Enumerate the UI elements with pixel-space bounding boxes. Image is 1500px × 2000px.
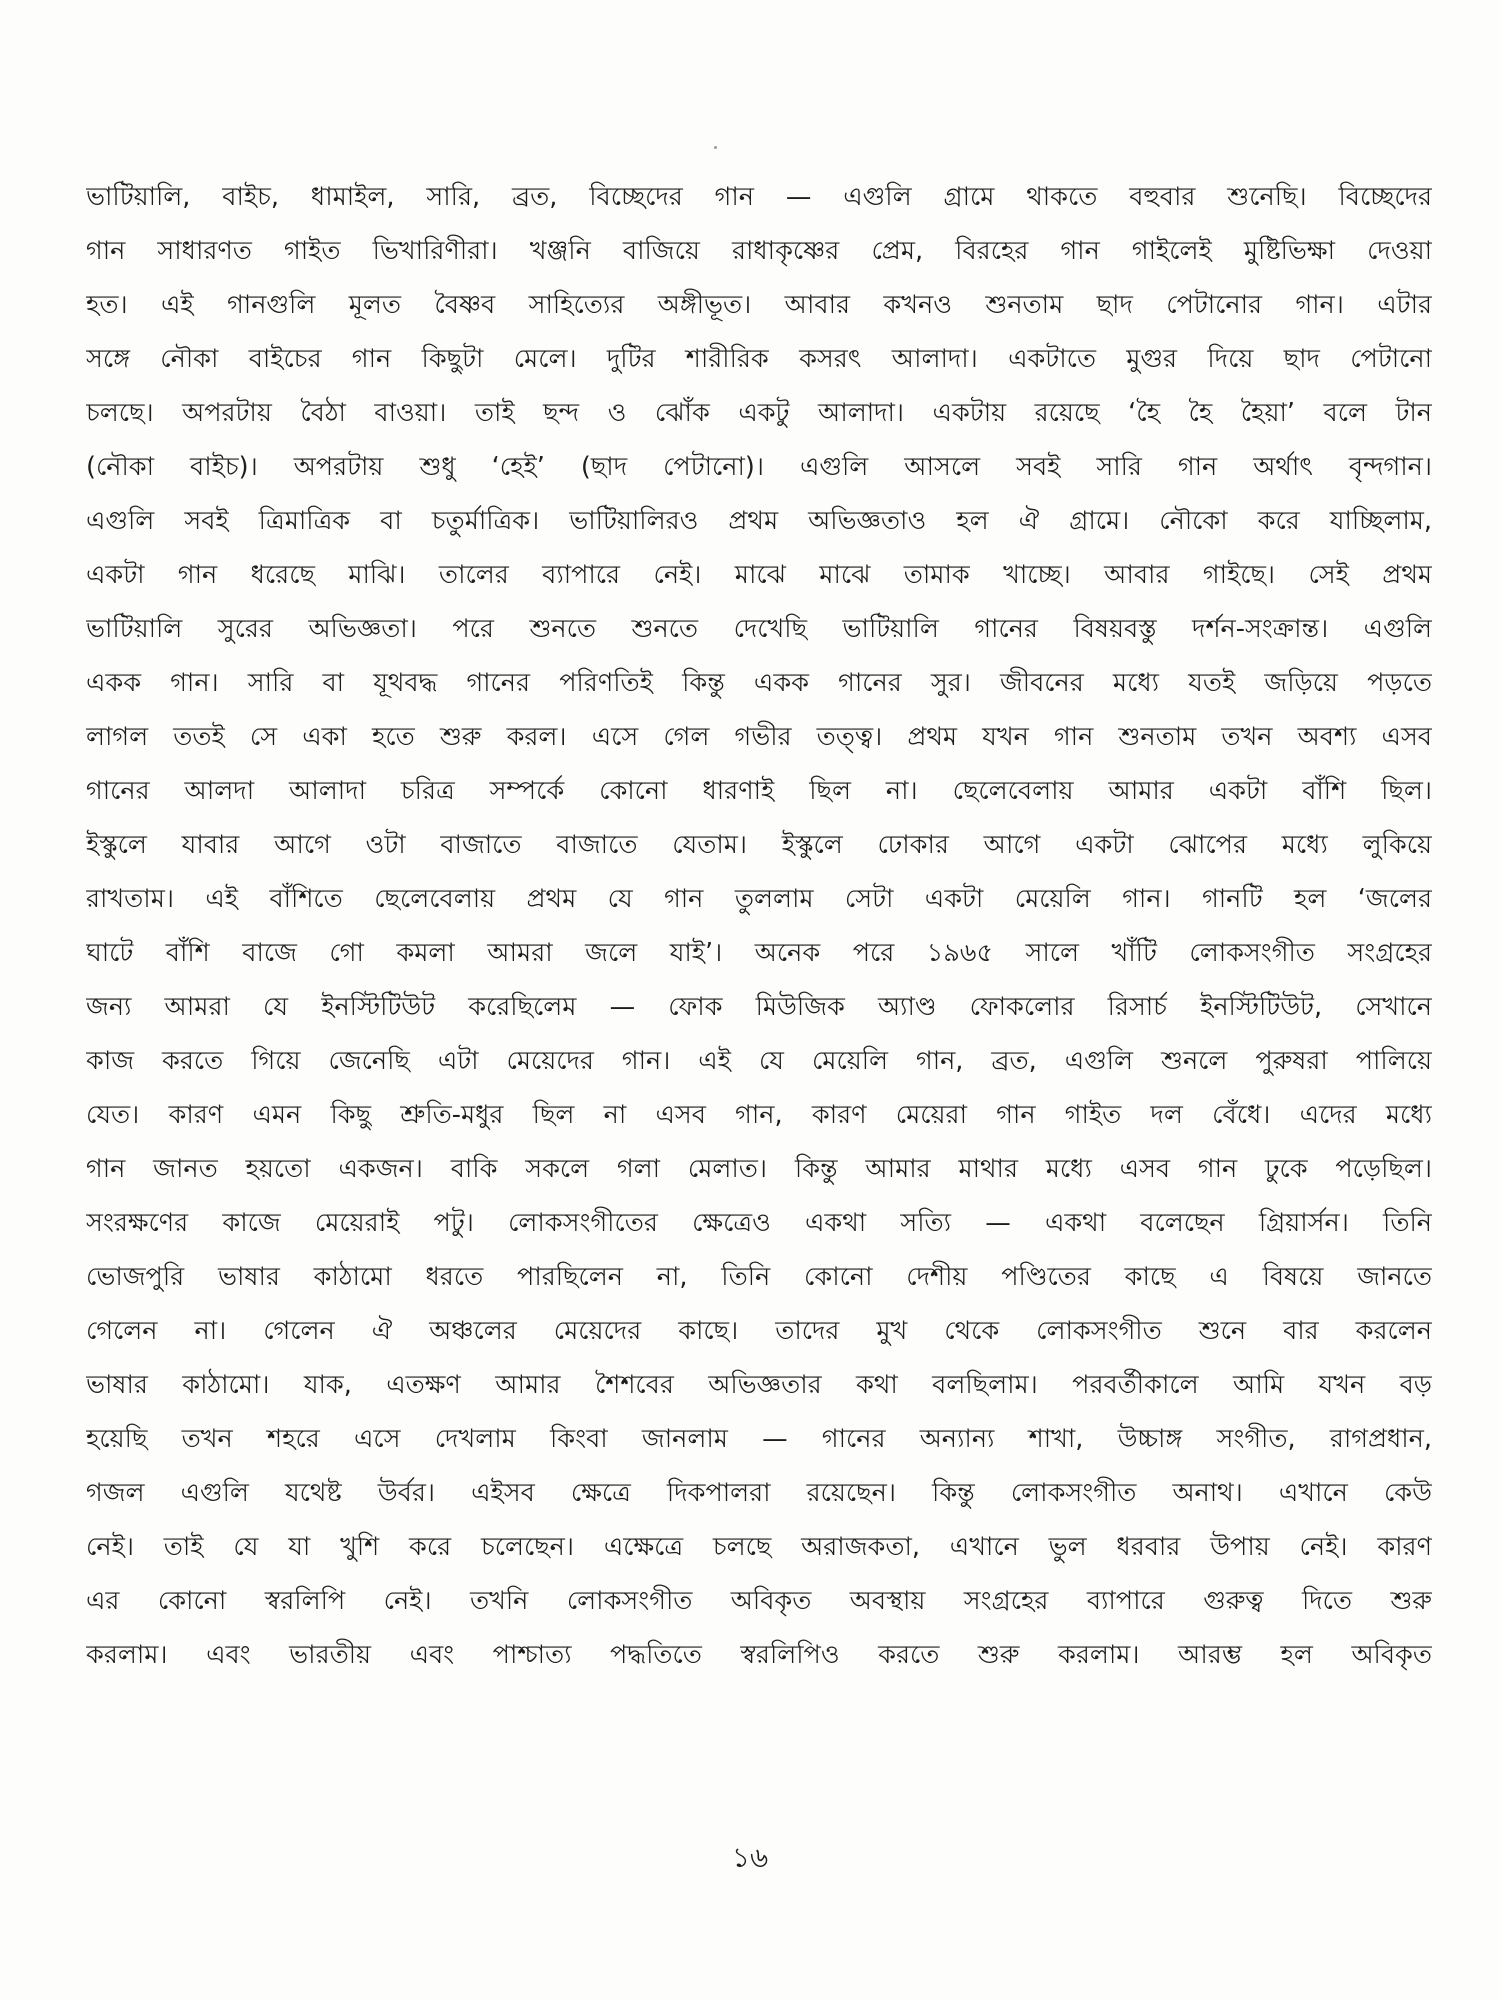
- text-line: চলছে। অপরটায় বৈঠা বাওয়া। তাই ছন্দ ও ঝোঁক একটু আলাদা। একটায় রয়েছে ‘হৈ হৈ হৈয়া’ বলে টান: [86, 398, 1432, 428]
- text-line: কাজ করতে গিয়ে জেনেছি এটা মেয়েদের গান। এই যে মেয়েলি গান, ব্রত, এগুলি শুনলে পুরুষরা পালিয়ে: [86, 1046, 1432, 1076]
- print-speck: [714, 146, 717, 149]
- page-number: ১৬: [731, 1841, 769, 1874]
- text-line: ভাষার কাঠামো। যাক, এতক্ষণ আমার শৈশবের অভিজ্ঞতার কথা বলছিলাম। পরবর্তীকালে আমি যখন বড়: [86, 1370, 1432, 1400]
- text-line: রাখতাম। এই বাঁশিতে ছেলেবেলায় প্রথম যে গান তুললাম সেটা একটা মেয়েলি গান। গানটি হল ‘জলের: [86, 884, 1432, 914]
- text-line: হত। এই গানগুলি মূলত বৈষ্ণব সাহিত্যের অঙ্গীভূত। আবার কখনও শুনতাম ছাদ পেটানোর গান। এটার: [86, 290, 1432, 320]
- body-text: [86, 170, 1432, 1682]
- text-line: সংরক্ষণের কাজে মেয়েরাই পটু। লোকসংগীতের ক্ষেত্রেও একথা সত্যি — একথা বলেছেন গ্রিয়ার্সন। তিনি: [86, 1208, 1432, 1238]
- text-line: হয়েছি তখন শহরে এসে দেখলাম কিংবা জানলাম — গানের অন্যান্য শাখা, উচ্চাঙ্গ সংগীত, রাগপ্রধান,: [86, 1424, 1432, 1454]
- text-line: গানের আলদা আলাদা চরিত্র সম্পর্কে কোনো ধারণাই ছিল না। ছেলেবেলায় আমার একটা বাঁশি ছিল।: [86, 776, 1432, 806]
- text-line: একক গান। সারি বা যূথবদ্ধ গানের পরিণতিই কিন্তু একক গানের সুর। জীবনের মধ্যে যতই জড়িয়ে পড়তে: [86, 668, 1432, 698]
- text-line: গজল এগুলি যথেষ্ট উর্বর। এইসব ক্ষেত্রে দিকপালরা রয়েছেন। কিন্তু লোকসংগীত অনাথ। এখানে কেউ: [86, 1478, 1432, 1508]
- text-line: করলাম। এবং ভারতীয় এবং পাশ্চাত্য পদ্ধতিতে স্বরলিপিও করতে শুরু করলাম। আরম্ভ হল অবিকৃত: [86, 1640, 1432, 1670]
- text-line: ভাটিয়ালি সুরের অভিজ্ঞতা। পরে শুনতে শুনতে দেখেছি ভাটিয়ালি গানের বিষয়বস্তু দর্শন-সংক্রান্ত। এগুলি: [86, 614, 1432, 644]
- text-line: (নৌকা বাইচ)। অপরটায় শুধু ‘হেই’ (ছাদ পেটানো)। এগুলি আসলে সবই সারি গান অর্থাৎ বৃন্দগান।: [86, 452, 1432, 482]
- text-line: জন্য আমরা যে ইনস্টিটিউট করেছিলেম — ফোক মিউজিক অ্যাণ্ড ফোকলোর রিসার্চ ইনস্টিটিউট, সেখানে: [86, 992, 1432, 1022]
- text-line: যেত। কারণ এমন কিছু শ্রুতি-মধুর ছিল না এসব গান, কারণ মেয়েরা গান গাইত দল বেঁধে। এদের মধ্যে: [86, 1100, 1432, 1130]
- text-line: গেলেন না। গেলেন ঐ অঞ্চলের মেয়েদের কাছে। তাদের মুখ থেকে লোকসংগীত শুনে বার করলেন: [86, 1316, 1432, 1346]
- text-line: লাগল ততই সে একা হতে শুরু করল। এসে গেল গভীর তত্ত্ব। প্রথম যখন গান শুনতাম তখন অবশ্য এসব: [86, 722, 1432, 752]
- text-line: এর কোনো স্বরলিপি নেই। তখনি লোকসংগীত অবিকৃত অবস্থায় সংগ্রহের ব্যাপারে গুরুত্ব দিতে শুরু: [86, 1586, 1432, 1616]
- text-line: নেই। তাই যে যা খুশি করে চলেছেন। এক্ষেত্রে চলছে অরাজকতা, এখানে ভুল ধরবার উপায় নেই। কারণ: [86, 1532, 1432, 1562]
- text-line: গান জানত হয়তো একজন। বাকি সকলে গলা মেলাত। কিন্তু আমার মাথার মধ্যে এসব গান ঢুকে পড়েছিল।: [86, 1154, 1432, 1184]
- text-line: একটা গান ধরেছে মাঝি। তালের ব্যাপারে নেই। মাঝে মাঝে তামাক খাচ্ছে। আবার গাইছে। সেই প্রথম: [86, 560, 1432, 590]
- text-line: ইস্কুলে যাবার আগে ওটা বাজাতে বাজাতে যেতাম। ইস্কুলে ঢোকার আগে একটা ঝোপের মধ্যে লুকিয়ে: [86, 830, 1432, 860]
- text-line: এগুলি সবই ত্রিমাত্রিক বা চতুর্মাত্রিক। ভাটিয়ালিরও প্রথম অভিজ্ঞতাও হল ঐ গ্রামে। নৌকো করে যাচ্ছিলাম,: [86, 506, 1432, 536]
- text-line: ভোজপুরি ভাষার কাঠামো ধরতে পারছিলেন না, তিনি কোনো দেশীয় পণ্ডিতের কাছে এ বিষয়ে জানতে: [86, 1262, 1432, 1292]
- text-line: গান সাধারণত গাইত ভিখারিণীরা। খঞ্জনি বাজিয়ে রাধাকৃষ্ণের প্রেম, বিরহের গান গাইলেই মুষ্টিভিক্ষা দেওয়া: [86, 236, 1432, 266]
- text-line: ভাটিয়ালি, বাইচ, ধামাইল, সারি, ব্রত, বিচ্ছেদের গান — এগুলি গ্রামে থাকতে বহুবার শুনেছি। বিচ্ছেদের: [86, 182, 1432, 212]
- text-line: ঘাটে বাঁশি বাজে গো কমলা আমরা জলে যাই’। অনেক পরে ১৯৬৫ সালে খাঁটি লোকসংগীত সংগ্রহের: [86, 938, 1432, 968]
- text-line: সঙ্গে নৌকা বাইচের গান কিছুটা মেলে। দুটির শারীরিক কসরৎ আলাদা। একটাতে মুগুর দিয়ে ছাদ পেটানো: [86, 344, 1432, 374]
